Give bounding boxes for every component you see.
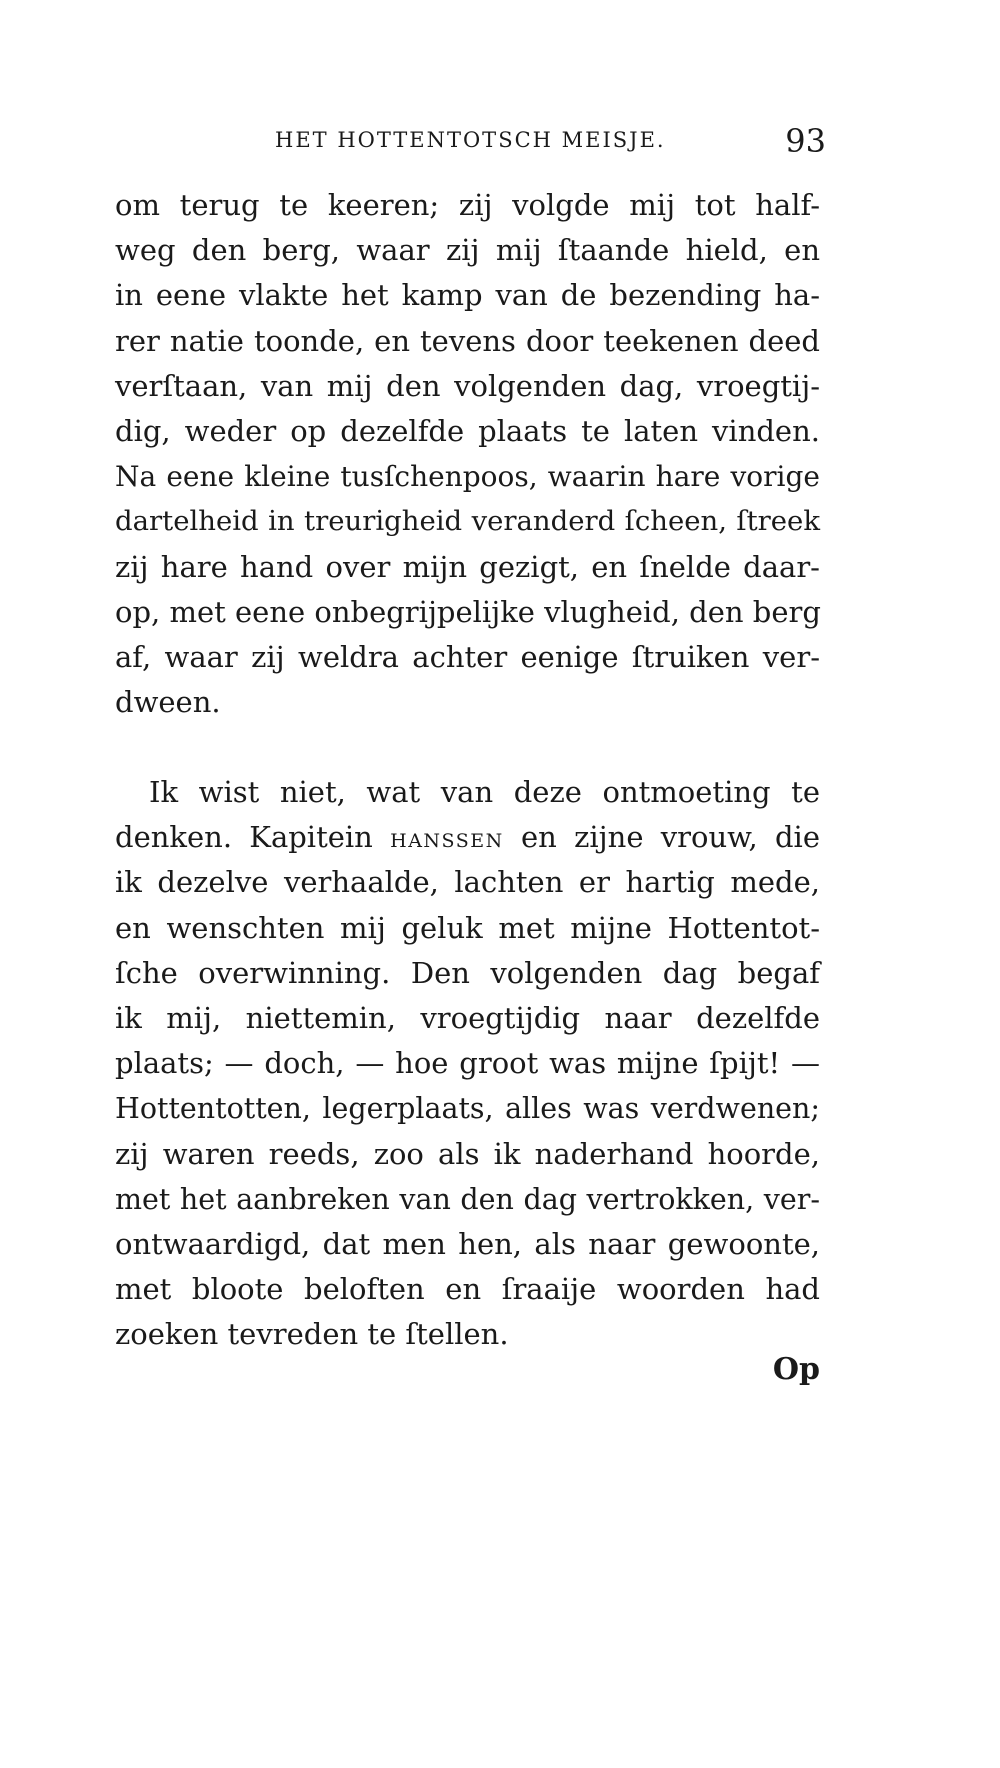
text-line: weg den berg, waar zij mij ſtaande hield, en bbox=[115, 233, 820, 268]
running-head bbox=[120, 122, 826, 162]
text-line: Ik wist niet, wat van deze ontmoeting te bbox=[149, 775, 820, 809]
text-line: in eene vlakte het kamp van de bezending ha- bbox=[115, 278, 820, 313]
catchword: Op bbox=[772, 1352, 820, 1387]
text-line: af, waar zij weldra achter eenige ſtruiken ver- bbox=[115, 639, 820, 674]
text-line: zoeken tevreden te ſtellen. bbox=[115, 1317, 509, 1352]
text-line: dween. bbox=[115, 685, 221, 720]
text-line: ſche overwinning. Den volgenden dag begaf bbox=[115, 955, 820, 990]
paragraph-2 bbox=[115, 770, 820, 1357]
small-caps-name: HANSSEN bbox=[390, 830, 504, 853]
text-line: rer natie toonde, en tevens door teekenen deed bbox=[115, 323, 820, 358]
text-line: Hottentotten, legerplaats, alles was verdwenen; bbox=[115, 1092, 820, 1126]
text-line: verſtaan, van mij den volgenden dag, vroegtij- bbox=[115, 368, 820, 403]
text-line: ik mij, niettemin, vroegtijdig naar dezelfde bbox=[115, 1000, 820, 1035]
text-line: dartelheid in treurigheid veranderd ſcheen, ſtreek bbox=[115, 505, 820, 538]
text-fragment: en zijne vrouw, die bbox=[521, 820, 820, 855]
text-line: ik dezelve verhaalde, lachten er hartig mede, bbox=[115, 865, 820, 900]
text-line: om terug te keeren; zij volgde mij tot half- bbox=[115, 188, 820, 222]
page-number: 93 bbox=[785, 122, 826, 160]
text-line: en wenschten mij geluk met mijne Hottentot- bbox=[115, 910, 820, 945]
text-line-with-name bbox=[115, 815, 820, 860]
text-line: zij hare hand over mijn gezigt, en ſnelde daar- bbox=[115, 549, 820, 584]
text-line: Na eene kleine tusſchenpoos, waarin hare vorige bbox=[115, 460, 820, 494]
text-line: dig, weder op dezelfde plaats te laten vinden. bbox=[115, 413, 820, 448]
text-line: op, met eene onbegrijpelijke vlugheid, den berg bbox=[115, 594, 821, 629]
paragraph-1 bbox=[115, 183, 820, 725]
text-line: zij waren reeds, zoo als ik naderhand hoorde, bbox=[115, 1136, 820, 1171]
text-line: met bloote beloften en ſraaije woorden had bbox=[115, 1272, 820, 1307]
running-title: HET HOTTENTOTSCH MEISJE. bbox=[275, 128, 666, 152]
text-fragment: denken. Kapitein bbox=[115, 820, 373, 855]
text-line: ontwaardigd, dat men hen, als naar gewoonte, bbox=[115, 1226, 820, 1261]
text-line: plaats; — doch, — hoe groot was mijne ſpijt! — bbox=[115, 1046, 820, 1081]
text-line: met het aanbreken van den dag vertrokken, ver- bbox=[115, 1182, 820, 1216]
